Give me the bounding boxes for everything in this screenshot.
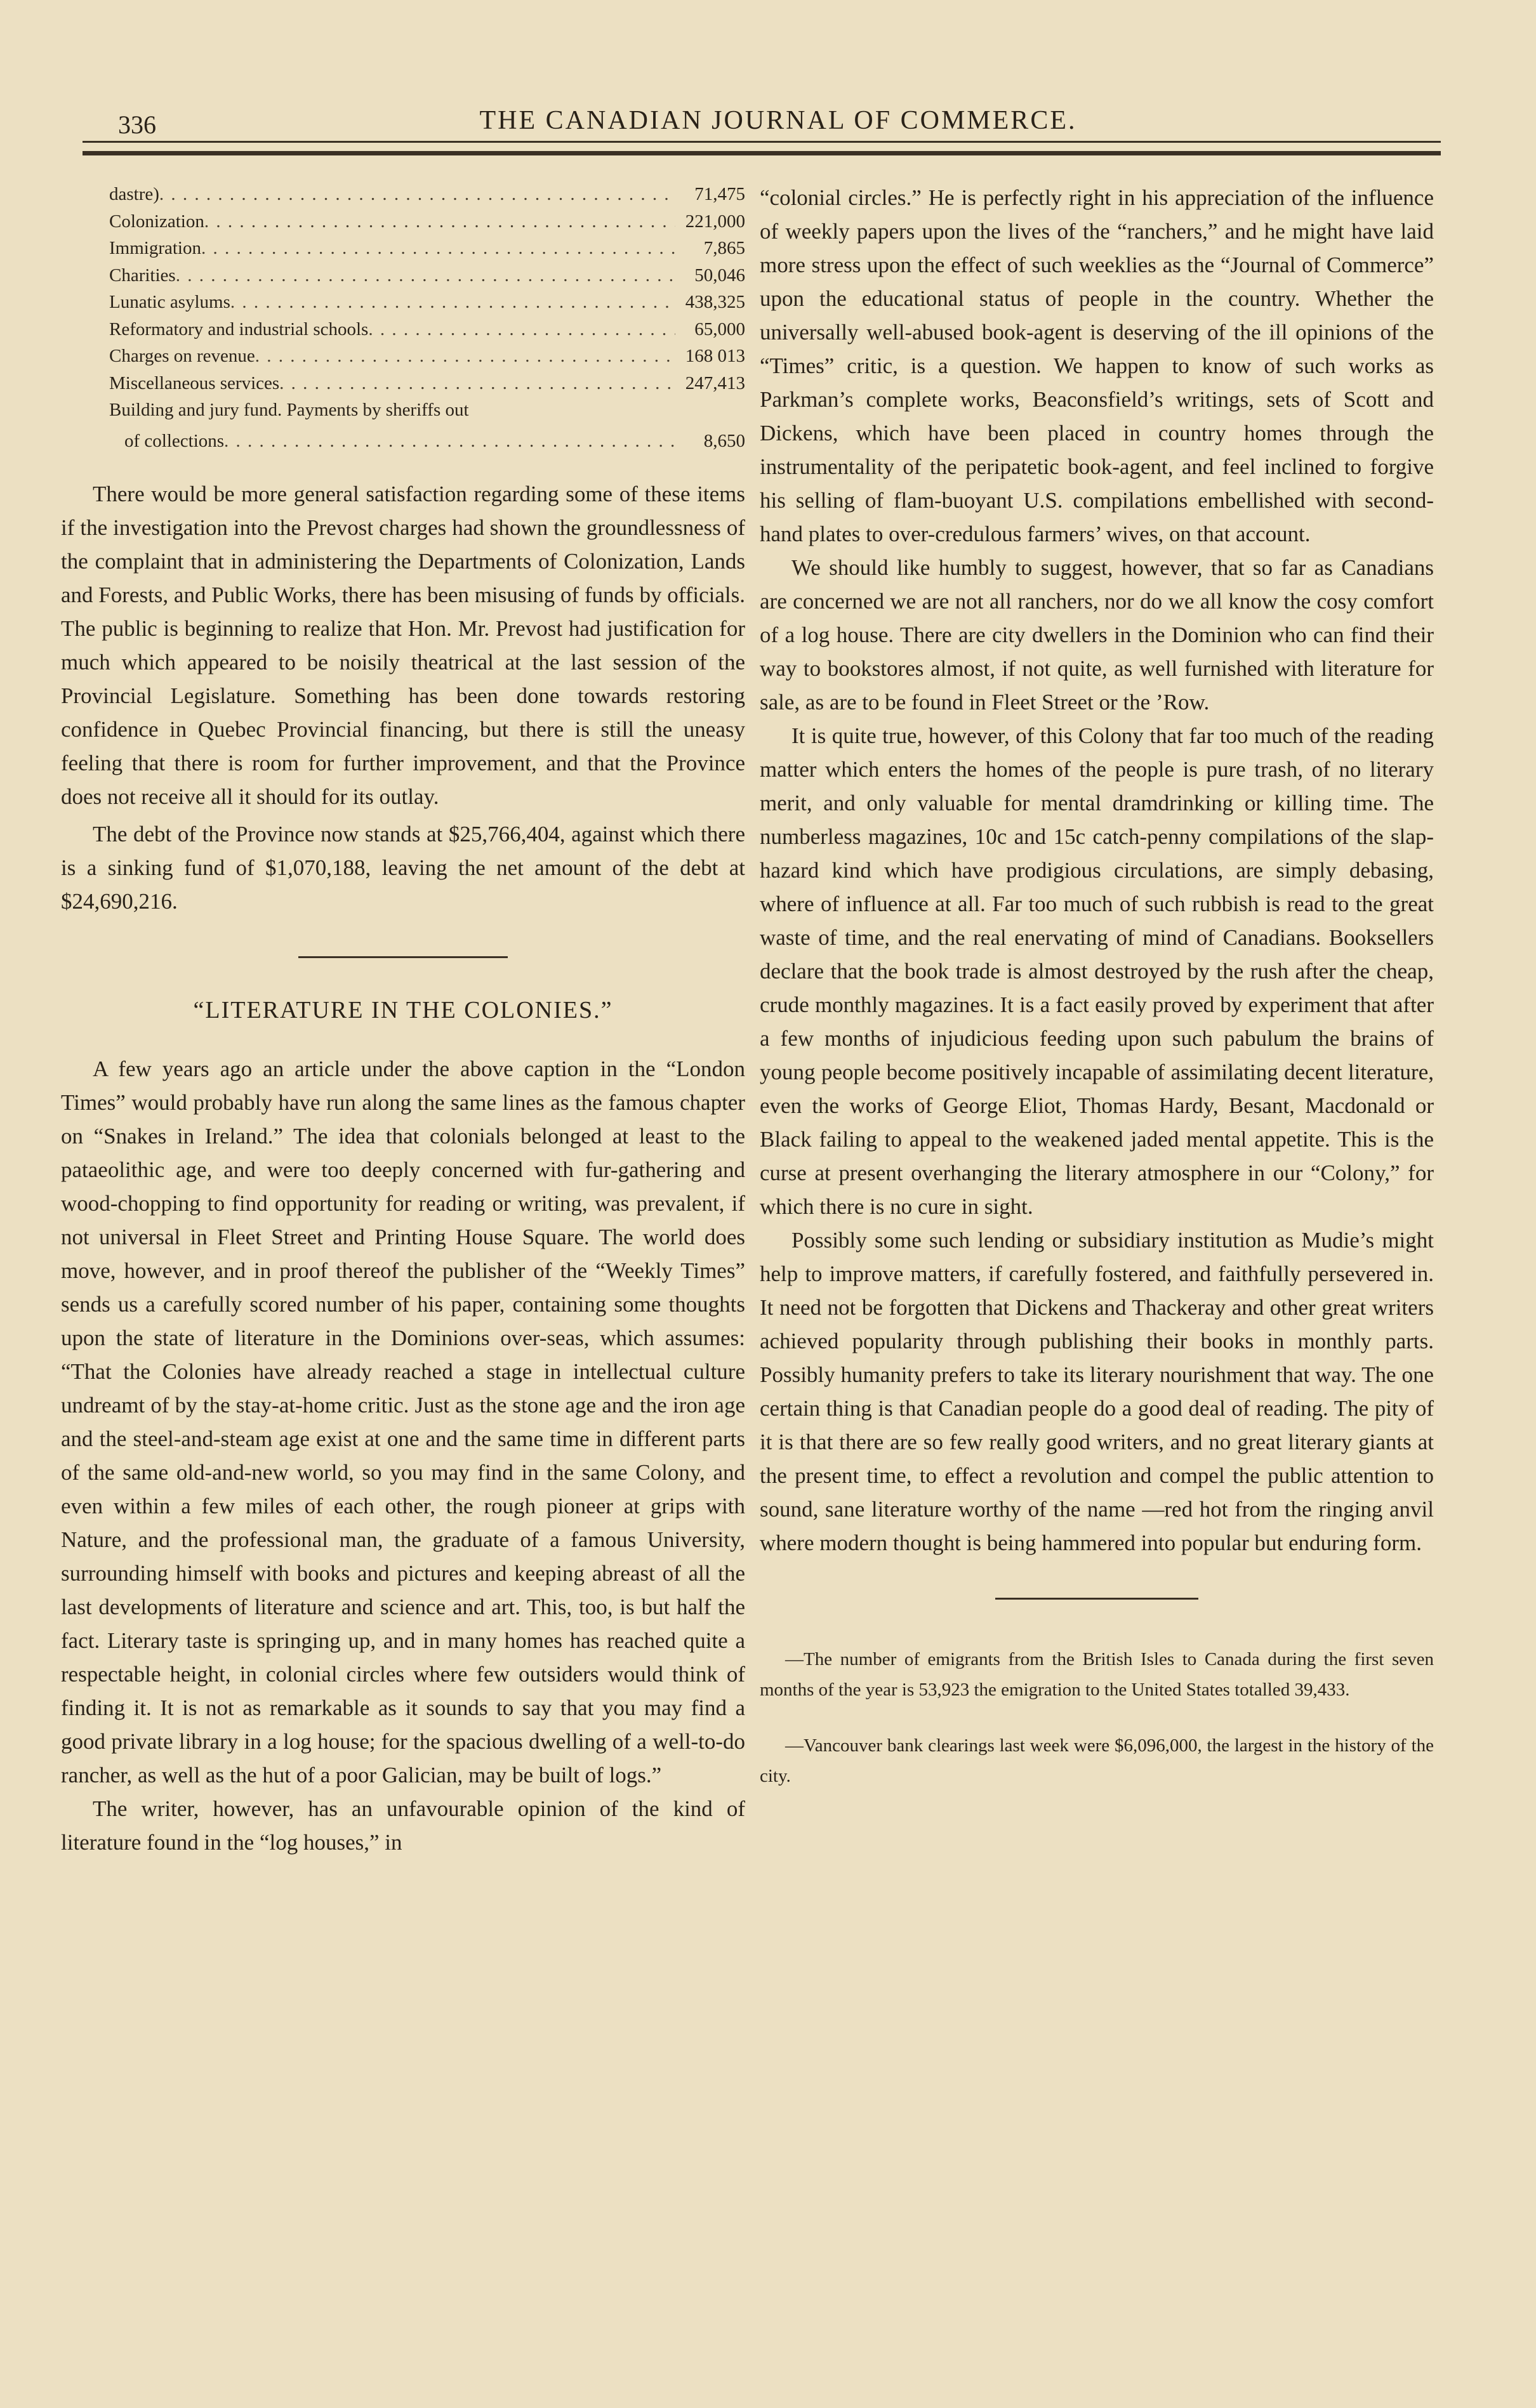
ledger-value: 65,000 — [694, 319, 745, 339]
journal-title: THE CANADIAN JOURNAL OF COMMERCE. — [479, 106, 1077, 135]
ledger-value: 8,650 — [703, 430, 745, 451]
right-column — [760, 181, 1434, 1791]
ledger-row — [109, 181, 745, 208]
paragraph: Possibly some such lending or subsidiary institution as Mudie’s might help to improve matters, if carefully fostered, and faithfully persevered in. It need not be forgotten that Dickens and Thackeray and other great writers achieved popularity through publishing their books in monthly parts. Possibly humanity prefers to take its literary nourishment that way. The one certain thing is that Canadian people do a good deal of reading. The pity of it is that there are so few really good writers, and no great literary giants at the present time, to effect a revolution and compel the public attention to sound, sane literature worthy of the name —red hot from the ringing anvil where modern thought is being hammered into popular but enduring form. — [760, 1228, 1434, 1555]
news-notes — [760, 1644, 1434, 1791]
paragraph: “colonial circles.” He is perfectly right in his appreciation of the influence of weekly papers upon the lives of the “ranchers,” and he might have laid more stress upon the effect of such weeklies as the “Journal of Commerce” upon the educational status of people in the country. Whether the universally well-abused book-agent is deserving of the ill opinions of the “Times” critic, is a question. We happen to know of such works as Parkman’s complete works, Beaconsfield’s writings, sets of Scott and Dickens, which have been placed in country homes through the instrumentality of the peripatetic book-agent, and feel inclined to forgive his selling of flam-buoyant U.S. compilations embellished with second-hand plates to over-credulous farmers’ wives, on that account. — [760, 185, 1434, 546]
ledger-label: Lunatic asylums — [109, 292, 230, 312]
ledger-label: Miscellaneous services — [109, 372, 280, 393]
ledger-value: 221,000 — [685, 211, 745, 232]
ledger-row — [109, 235, 745, 262]
leader-dots — [204, 208, 675, 235]
paragraph: A few years ago an article under the above caption in the “London Times” would probably have run along the same lines as the famous chapter on “Snakes in Ireland.” The idea that colonials belonged at least to the pataeolithic age, and were too deeply concerned with fur-gathering and wood-chopping to find opportunity for reading or writing, was prevalent, if not universal in Fleet Street and Printing House Square. The world does move, however, and in proof thereof the publisher of the “Weekly Times” sends us a carefully scored number of his paper, containing some thoughts upon the state of literature in the Dominions over-seas, which assumes: “That the Colonies have already reached a stage in intellectual culture undreamt of by the stay-at-home critic. Just as the stone age and the iron age and the steel-and-steam age exist at one and the same time in different parts of the same old-and-new world, so you may find in the same Colony, and even within a few miles of each other, the rough pioneer at grips with Nature, and the professional man, the graduate of a famous University, surrounding himself with books and pictures and keeping abreast of all the last developments of literature and science and art. This, too, is but half the fact. Literary taste is springing up, and in many homes has reached quite a respectable height, in colonial circles where few outsiders would think of finding it. It is not as remarkable as it sounds to say that you may find a good private library in a log house; for the spacious dwelling of a well-to-do rancher, as well as the hut of a poor Galician, may be built of logs.” — [61, 1056, 745, 1787]
ledger-row — [109, 370, 745, 397]
paragraph: The debt of the Province now stands at $25,766,404, against which there is a sinking fund of $1,070,188, leaving the net amount of the debt at $24,690,216. — [61, 822, 745, 914]
ledger-row — [109, 289, 745, 316]
leader-dots — [159, 181, 675, 208]
page-number: 336 — [118, 110, 156, 139]
leader-dots — [368, 316, 675, 343]
article-title: “LITERATURE IN THE COLONIES.” — [193, 997, 613, 1023]
ledger-value: 71,475 — [694, 184, 745, 204]
ledger-value: 247,413 — [685, 372, 745, 393]
paragraph: We should like humbly to suggest, however, that so far as Canadians are concerned we are not all ranchers, nor do we all know the cosy comfort of a log house. There are city dwellers in the Dominion who can find their way to bookstores almost, if not quite, as well furnished with literature for sale, as are to be found in Fleet Street or the ’Row. — [760, 555, 1434, 714]
expenditure-ledger — [109, 181, 745, 454]
paragraph: It is quite true, however, of this Colony that far too much of the reading matter which enters the homes of the people is pure trash, of no literary merit, and only valuable for mental dramdrinking or killing time. The numberless magazines, 10c and 15c catch-penny compilations of the slap-hazard kind which have prodigious circulations, are simply debasing, where of influence at all. Far too much of such rubbish is read to the great waste of time, and the real enervating of mind of Canadians. Booksellers declare that the book trade is almost destroyed by the rush after the cheap, crude monthly magazines. It is a fact easily proved by experiment that after a few months of injudicious feeding upon such pabulum the brains of young people become positively incapable of assimilating decent literature, even the works of George Eliot, Thomas Hardy, Besant, Macdonald or Black failing to appeal to the weakened jaded mental appetite. This is the curse at present overhanging the literary atmosphere in our “Colony,” for which there is no cure in sight. — [760, 723, 1434, 1219]
ledger-value: 50,046 — [694, 265, 745, 286]
header-rule-thin — [83, 141, 1441, 143]
paragraph: There would be more general satisfaction regarding some of these items if the investigation into the Prevost charges had shown the groundlessness of the complaint that in administering the Departments of Colonization, Lands and Forests, and Public Works, there has been misusing of funds by officials. The public is beginning to realize that Hon. Mr. Prevost had justification for much which appeared to be noisily theatrical at the last session of the Provincial Legislature. Something has been done towards restoring confidence in Quebec Provincial financing, but there is still the uneasy feeling that there is room for further improvement, and that the Province does not receive all it should for its outlay. — [61, 482, 745, 809]
ledger-label: of collections — [124, 430, 225, 451]
leader-dots — [279, 370, 675, 397]
ledger-row — [109, 316, 745, 343]
leader-dots — [201, 235, 675, 262]
ledger-value: 7,865 — [703, 238, 745, 258]
leader-dots — [176, 262, 675, 289]
left-column — [61, 181, 745, 1859]
ledger-label: dastre) — [109, 184, 159, 204]
ledger-row — [109, 208, 745, 235]
section-separator — [298, 956, 508, 958]
ledger-value: 168 013 — [685, 346, 745, 366]
ledger-row-multiline — [109, 397, 745, 424]
leader-dots — [255, 343, 675, 370]
ledger-label: Immigration — [109, 238, 201, 258]
leader-dots — [230, 289, 675, 316]
paragraph: The writer, however, has an unfavourable opinion of the kind of literature found in the “log houses,” in — [61, 1796, 745, 1855]
ledger-value: 438,325 — [685, 292, 745, 312]
page-header — [118, 95, 1438, 140]
ledger-label: Charges on revenue — [109, 346, 255, 366]
news-note: —The number of emigrants from the British Isles to Canada during the first seven months of the year is 53,923 the emigration to the United States totalled 39,433. — [760, 1649, 1434, 1700]
ledger-label: Charities — [109, 265, 176, 286]
leader-dots — [224, 428, 675, 455]
news-note: —Vancouver bank clearings last week were $6,096,000, the largest in the history of the city. — [760, 1735, 1434, 1786]
header-rule-thick — [83, 151, 1441, 155]
ledger-label: Colonization — [109, 211, 204, 232]
ledger-row — [109, 262, 745, 289]
ledger-row — [109, 343, 745, 370]
ledger-label: Building and jury fund. Payments by sheriffs out — [109, 400, 469, 420]
ledger-row — [109, 428, 745, 455]
ledger-label: Reformatory and industrial schools — [109, 319, 369, 339]
